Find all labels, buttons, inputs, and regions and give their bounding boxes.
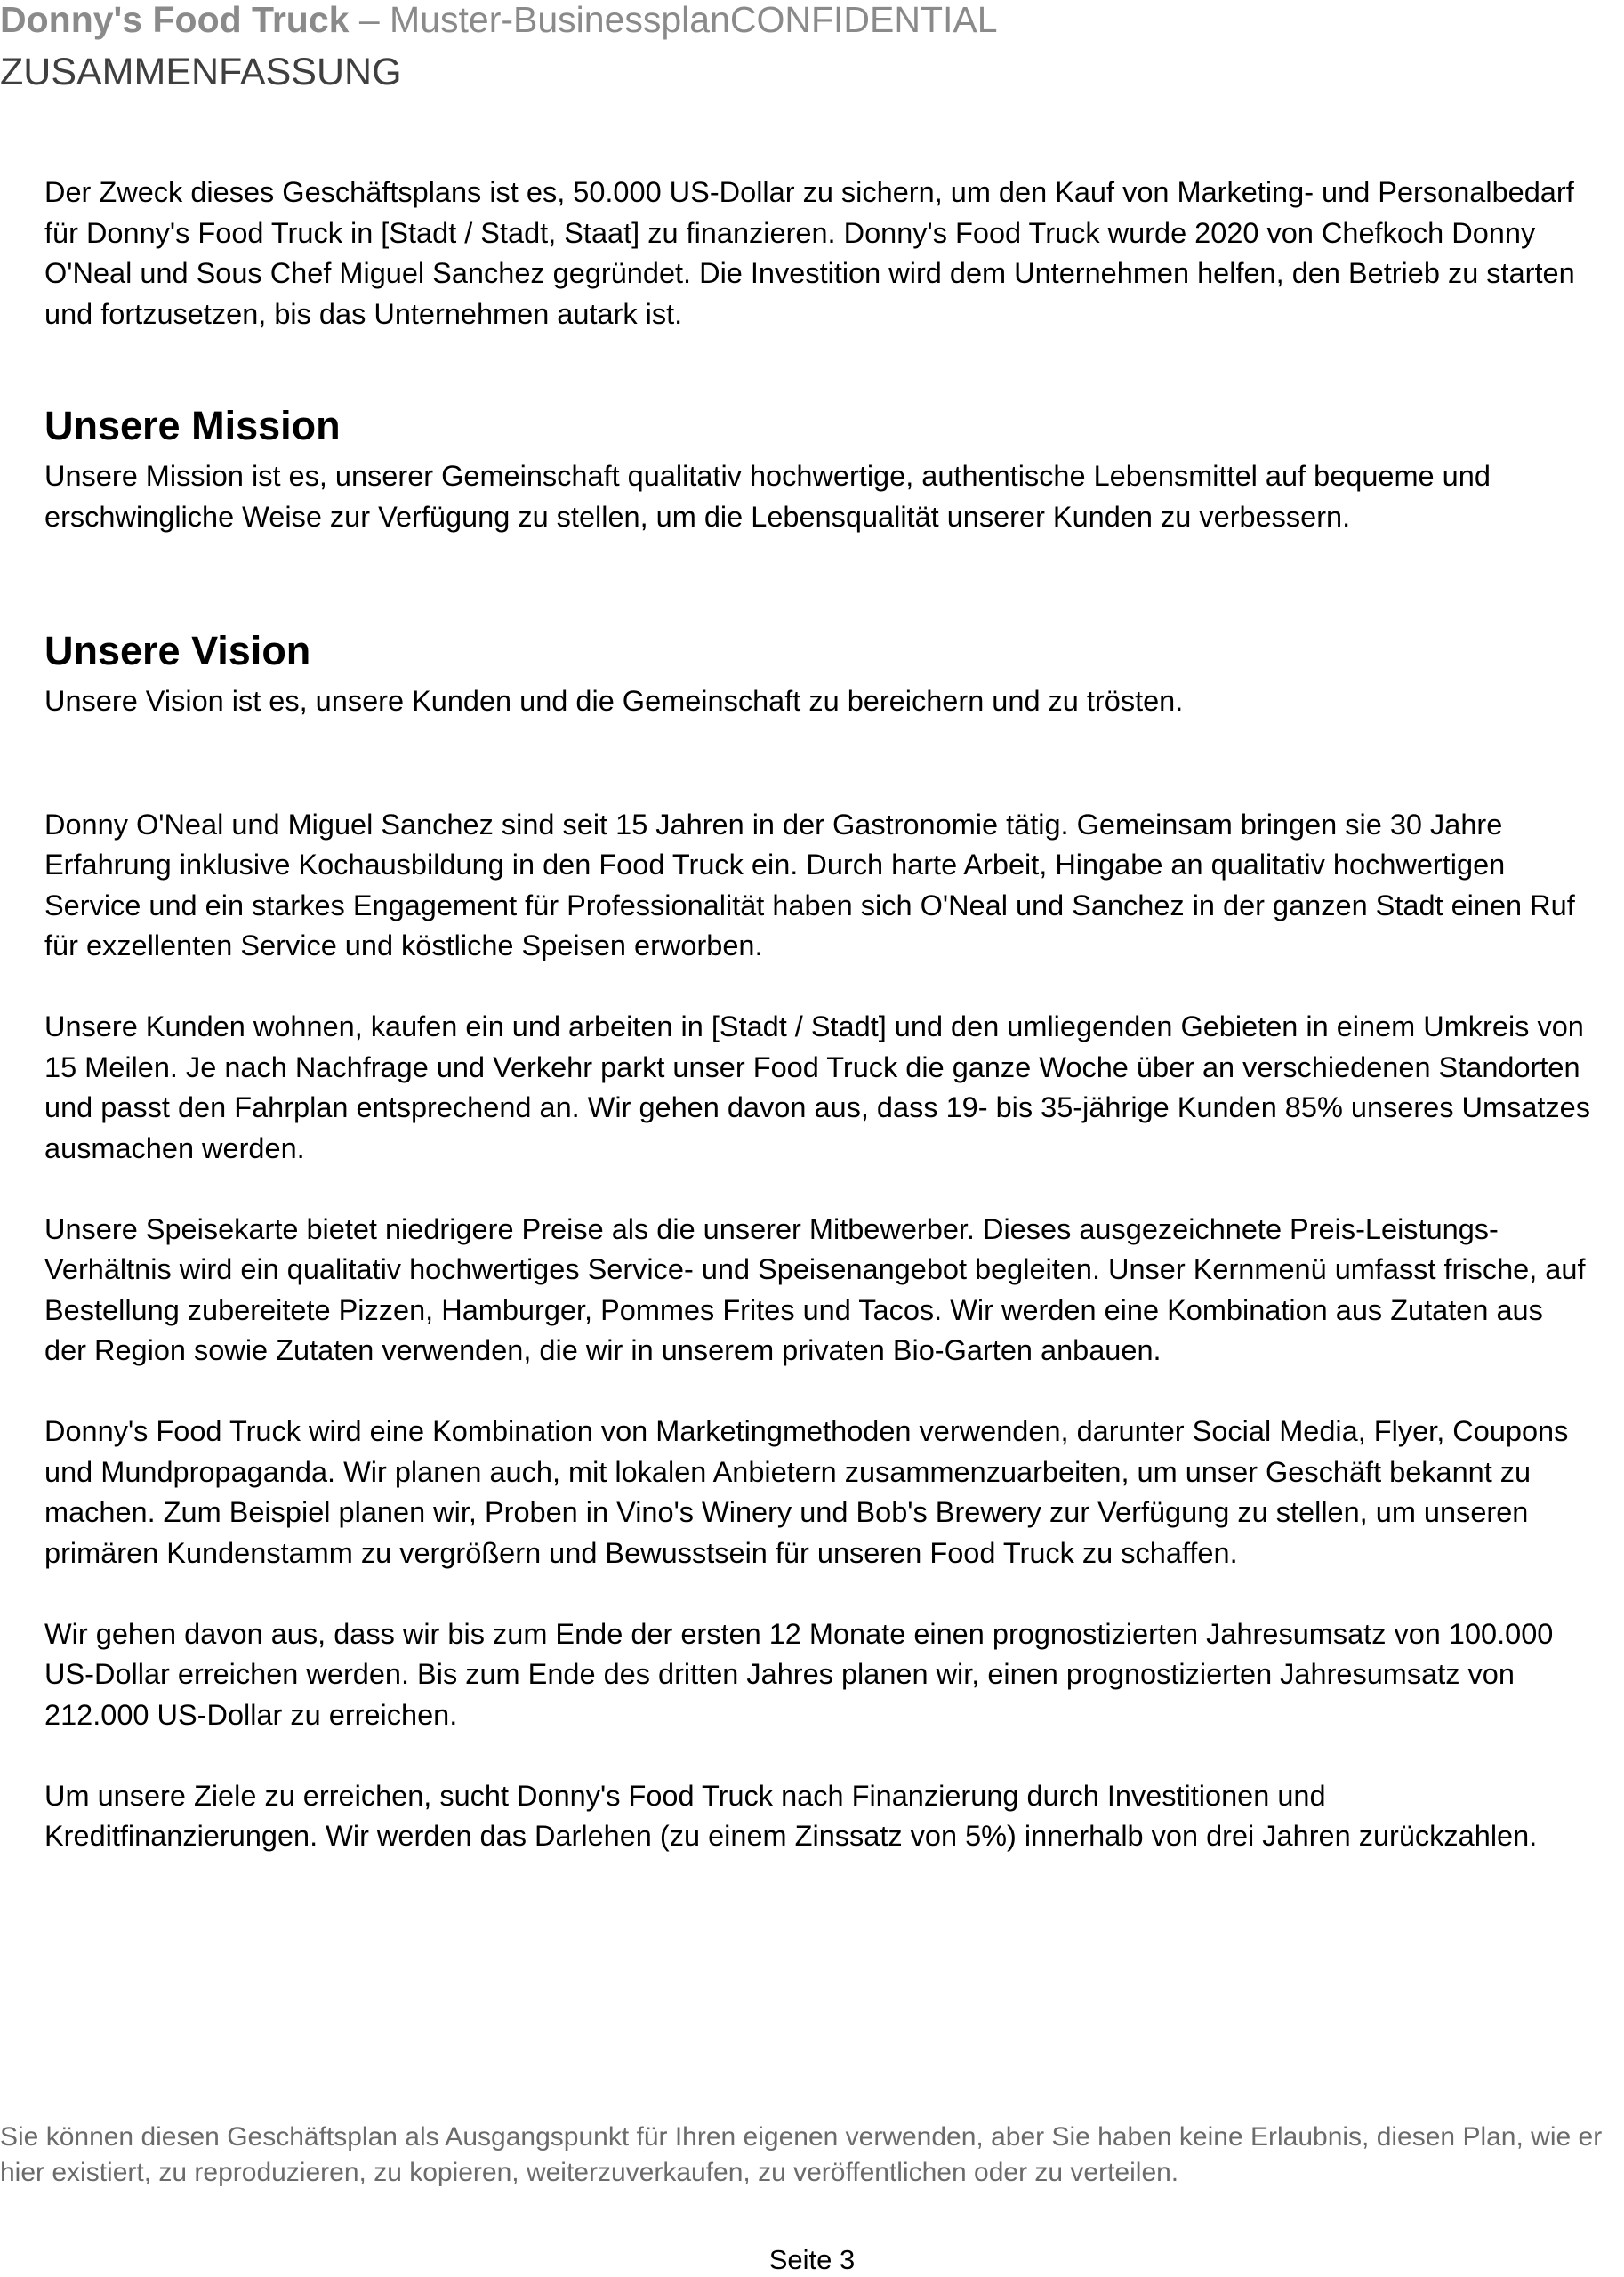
document-title	[0, 0, 1624, 39]
body-paragraph-customers: Unsere Kunden wohnen, kaufen ein und arbeiten in [Stadt / Stadt] und den umliegenden Gebieten in einem Umkreis von 15 Meilen. Je nach Nachfrage und Verkehr parkt unser Food Truck die ganze Woche über an verschiedenen Standorten und passt den Fahrplan entsprechend an. Wir gehen davon aus, dass 19- bis 35-jährige Kunden 85% unseres Umsatzes ausmachen werden.	[44, 1010, 1591, 1164]
vision-section	[44, 626, 1592, 722]
footer-disclaimer: Sie können diesen Geschäftsplan als Ausgangspunkt für Ihren eigenen verwenden, aber Sie haben keine Erlaubnis, diesen Plan, wie er hier existiert, zu reproduzieren, zu kopieren, weiterzuverkaufen, zu veröffentlichen oder zu verteilen.	[0, 2122, 1603, 2187]
body-paragraph-revenue: Wir gehen davon aus, dass wir bis zum Ende der ersten 12 Monate einen prognostizierten Jahresumsatz von 100.000 US-Dollar erreichen werden. Bis zum Ende des dritten Jahres planen wir, einen prognostizierten Jahresumsatz von 212.000 US-Dollar zu erreichen.	[44, 1617, 1554, 1731]
page-number: Seite 3	[768, 2244, 856, 2275]
brand-name: Donny's Food Truck	[0, 0, 350, 40]
body-paragraph-financing: Um unsere Ziele zu erreichen, sucht Donny's Food Truck nach Finanzierung durch Investitionen und Kreditfinanzierungen. Wir werden das Darlehen (zu einem Zinssatz von 5%) innerhalb von drei Jahren zurückzahlen.	[44, 1779, 1538, 1852]
mission-heading: Unsere Mission	[44, 403, 341, 448]
page-header	[0, 0, 1624, 94]
vision-text: Unsere Vision ist es, unsere Kunden und die Gemeinschaft zu bereichern und zu trösten.	[44, 685, 1184, 717]
body-paragraph-menu: Unsere Speisekarte bietet niedrigere Preise als die unserer Mitbewerber. Dieses ausgezeichnete Preis-Leistungs-Verhältnis wird ein qualitativ hochwertiges Service- und Speisenangebot begleiten. Unser Kernmenü umfasst frische, auf Bestellung zubereitete Pizzen, Hamburger, Pommes Frites und Tacos. Wir werden eine Kombination aus Zutaten aus der Region sowie Zutaten verwenden, die wir in unserem privaten Bio-Garten anbauen.	[44, 1212, 1586, 1366]
body-paragraph-marketing: Donny's Food Truck wird eine Kombination von Marketingmethoden verwenden, darunter Social Media, Flyer, Coupons und Mundpropaganda. Wir planen auch, mit lokalen Anbietern zusammenzuarbeiten, um unser Geschäft bekannt zu machen. Zum Beispiel planen wir, Proben in Vino's Winery und Bob's Brewery zur Verfügung zu stellen, um unseren primären Kundenstamm zu vergrößern und Bewusstsein für unseren Food Truck zu schaffen.	[44, 1415, 1569, 1569]
section-title: ZUSAMMENFASSUNG	[0, 51, 402, 93]
document-subtitle: Muster-BusinessplanCONFIDENTIAL	[390, 0, 998, 40]
vision-heading: Unsere Vision	[44, 628, 311, 673]
title-separator: –	[349, 0, 390, 40]
mission-section	[44, 401, 1592, 537]
main-content	[44, 173, 1592, 1857]
intro-paragraph: Der Zweck dieses Geschäftsplans ist es, 50.000 US-Dollar zu sichern, um den Kauf von Marketing- und Personalbedarf für Donny's Food Truck in [Stadt / Stadt, Staat] zu finanzieren. Donny's Food Truck wurde 2020 von Chefkoch Donny O'Neal und Sous Chef Miguel Sanchez gegründet. Die Investition wird dem Unternehmen helfen, den Betrieb zu starten und fortzusetzen, bis das Unternehmen autark ist.	[44, 176, 1575, 330]
mission-text: Unsere Mission ist es, unserer Gemeinschaft qualitativ hochwertige, authentische Lebensmittel auf bequeme und erschwingliche Weise zur Verfügung zu stellen, um die Lebensqualität unserer Kunden zu verbessern.	[44, 460, 1491, 533]
body-paragraph-team: Donny O'Neal und Miguel Sanchez sind seit 15 Jahren in der Gastronomie tätig. Gemeinsam bringen sie 30 Jahre Erfahrung inklusive Kochausbildung in den Food Truck ein. Durch harte Arbeit, Hingabe an qualitativ hochwertigen Service und ein starkes Engagement für Professionalität haben sich O'Neal und Sanchez in der ganzen Stadt einen Ruf für exzellenten Service und köstliche Speisen erworben.	[44, 808, 1575, 961]
